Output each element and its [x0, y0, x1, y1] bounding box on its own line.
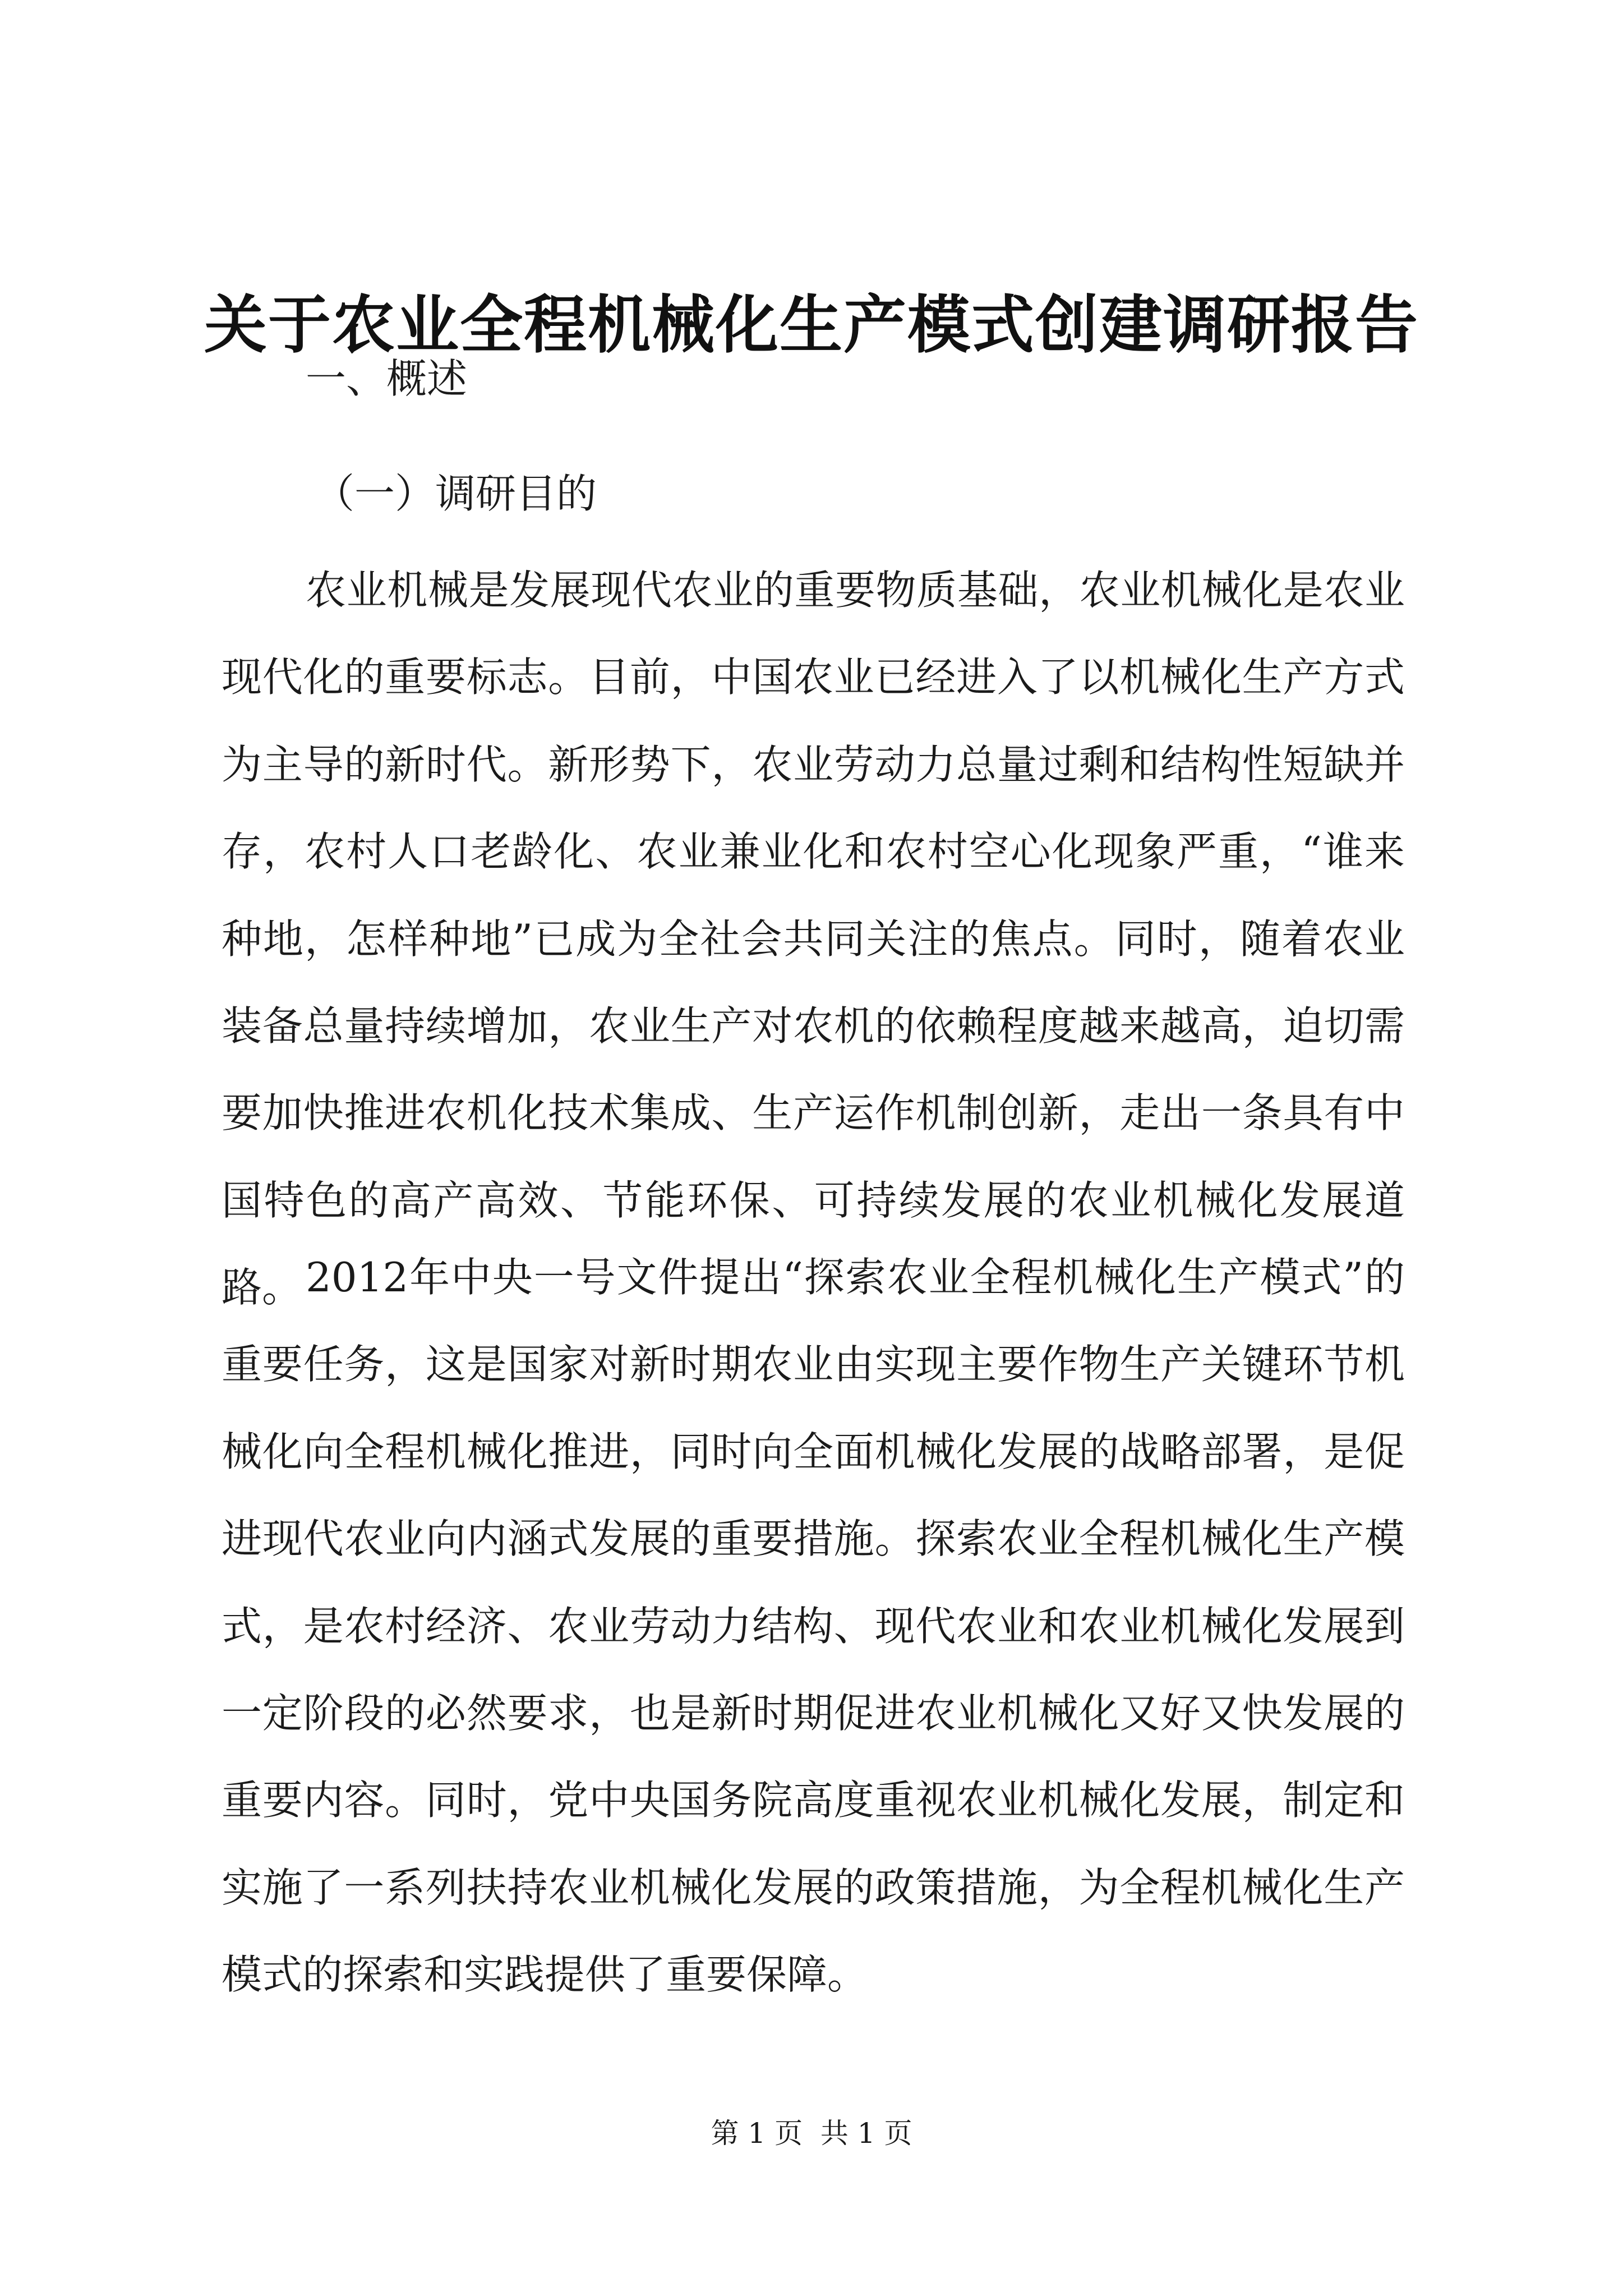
body-paragraph-2: 2012年中央一号文件提出“探索农业全程机械化生产模式”的重要任务，这是国家对新时期农业由实现主要作物生产关键环节机械化向全程机械化推进，同时向全面机械化发展的战略部署，是促进现代农业向内涵式发展的重要措施。探索农业全程机械化生产模式，是农村经济、农业劳动力结构、现代农业和农业机械化发展到一定阶段的必然要求，也是新时期促进农业机械化又好又快发展的重要内容。同时，党中央国务院高度重视农业机械化发展，制定和实施了一系列扶持农业机械化发展的政策措施，为全程机械化生产模式的探索和实践提供了重要保障。	[222, 1254, 1405, 1999]
document-title: 关于农业全程机械化生产模式创建调研报告	[204, 289, 1419, 362]
section-heading: 一、概述	[306, 355, 468, 402]
page-footer: 第 1 页 共 1 页	[711, 2117, 912, 2150]
body-paragraph-1: 农业机械是发展现代农业的重要物质基础，农业机械化是农业现代化的重要标志。目前，中国农业已经进入了以机械化生产方式为主导的新时代。新形势下，农业劳动力总量过剩和结构性短缺并存，农村人口老龄化、农业兼业化和农村空心化现象严重，“谁来种地，怎样种地”已成为全社会共同关注的焦点。同时，随着农业装备总量持续增加，农业生产对农机的依赖程度越来越高，迫切需要加快推进农机化技术集成、生产运作机制创新，走出一条具有中国特色的高产高效、节能环保、可持续发展的农业机械化发展道路。	[222, 567, 1405, 1312]
subsection-heading: （一）调研目的	[314, 470, 597, 517]
